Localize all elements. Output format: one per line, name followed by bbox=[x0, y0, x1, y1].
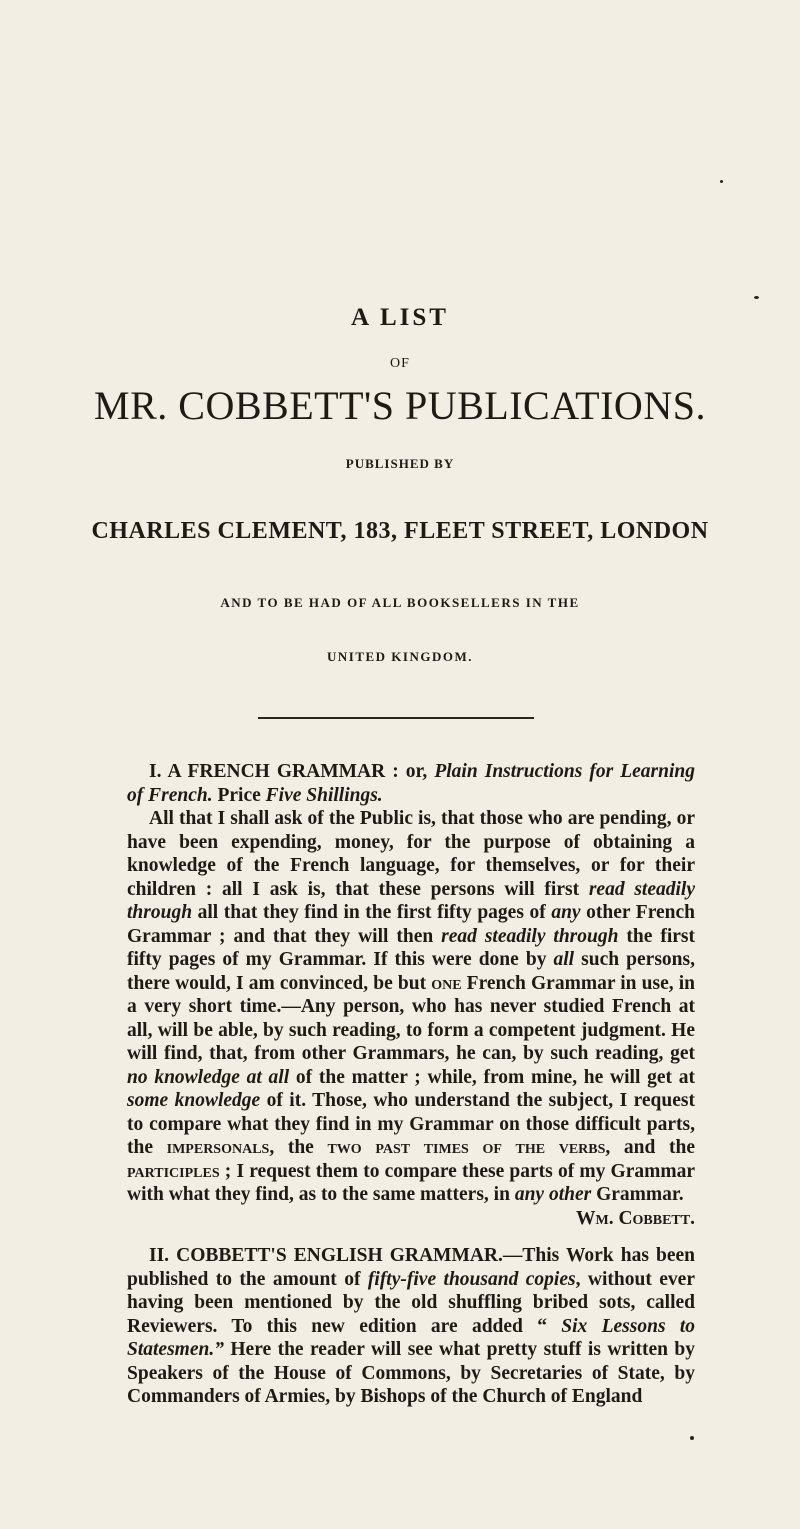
divider-rule bbox=[258, 717, 534, 719]
entry-1-signature: Wm. Cobbett. bbox=[575, 1207, 695, 1229]
heading-kingdom: UNITED KINGDOM. bbox=[326, 649, 473, 664]
heading-of: OF bbox=[390, 356, 410, 371]
ink-speck bbox=[720, 180, 723, 183]
ink-speck bbox=[754, 296, 759, 299]
heading-booksellers: AND TO BE HAD OF ALL BOOKSELLERS IN THE bbox=[220, 595, 580, 610]
catalogue-text bbox=[127, 760, 695, 1409]
heading-published-by: PUBLISHED BY bbox=[345, 456, 455, 471]
heading-a-list: A LIST bbox=[351, 304, 449, 331]
entry-1-title: I. A FRENCH GRAMMAR : or, Plain Instructions for Learning of French. Price Five Shillings. bbox=[127, 761, 695, 806]
entry-2-body: II. COBBETT'S ENGLISH GRAMMAR.—This Work has been published to the amount of fifty-five thousand copies, without ever having been mentioned by the old shuffling bribed sots, called Reviewers. To this new edition are added “ Six Lessons to Statesmen.” Here the reader will see what pretty stuff is written by Speakers of the House of Commons, by Secretaries of State, by Commanders of Armies, by Bishops of the Church of England bbox=[127, 1245, 696, 1407]
heading-publications: MR. COBBETT'S PUBLICATIONS. bbox=[94, 383, 706, 428]
entry-1-body: All that I shall ask of the Public is, that those who are pending, or have been expending, money, for the purpose of obtaining a knowledge of the French language, for themselves, or for their children : all I ask is, that these persons will first read steadily through all that they find in the first fifty pages of any other French Grammar ; and that they will then read steadily through the first fifty pages of my Grammar. If this were done by all such persons, there would, I am convinced, be but one French Grammar in use, in a very short time.—Any person, who has never studied French at all, will be able, by such reading, to form a competent judgment. He will find, that, from other Grammars, he can, by such reading, get no knowledge at all of the matter ; while, from mine, he will get at some knowledge of it. Those, who understand the subject, I request to compare what they find in my Grammar on those difficult parts, the impersonals, the two past times of the verbs, and the participles ; I request them to compare these parts of my Grammar with what they find, as to the same matters, in any other Grammar. bbox=[127, 808, 695, 1205]
heading-publisher: CHARLES CLEMENT, 183, FLEET STREET, LONDON bbox=[91, 518, 709, 544]
ink-speck bbox=[690, 1436, 694, 1440]
